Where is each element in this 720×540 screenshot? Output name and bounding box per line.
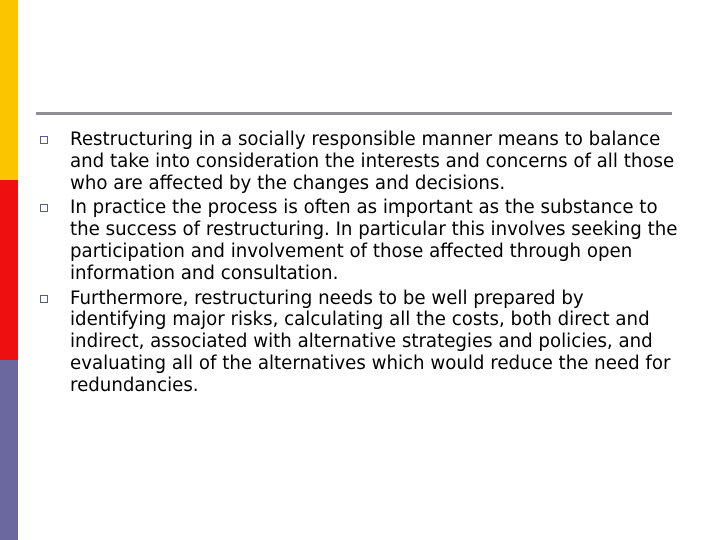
bullet-item [36, 288, 682, 397]
side-bar-red [0, 180, 18, 360]
bullet-text: Furthermore, restructuring needs to be well prepared by identifying major risks, calculating all the costs, both direct and indirect, associated with alternative strategies and policies, and evaluating all of the alternatives which would reduce the need for redundancies. [70, 287, 671, 396]
bullet-list [36, 129, 682, 400]
hollow-square-bullet-icon [40, 295, 48, 303]
side-bar-purple [0, 360, 18, 540]
bullet-item [36, 129, 682, 194]
bullet-text: In practice the process is often as important as the substance to the success of restructuring. In particular this involves seeking the participation and involvement of those affected through open information and consultation. [70, 197, 678, 284]
side-bar-yellow [0, 0, 18, 180]
hollow-square-bullet-icon [40, 204, 48, 212]
hollow-square-bullet-icon [40, 136, 48, 144]
bullet-text: Restructuring in a socially responsible manner means to balance and take into consideration the interests and concerns of all those who are affected by the changes and decisions. [70, 129, 675, 194]
bullet-item [36, 197, 682, 284]
title-divider [36, 112, 672, 115]
